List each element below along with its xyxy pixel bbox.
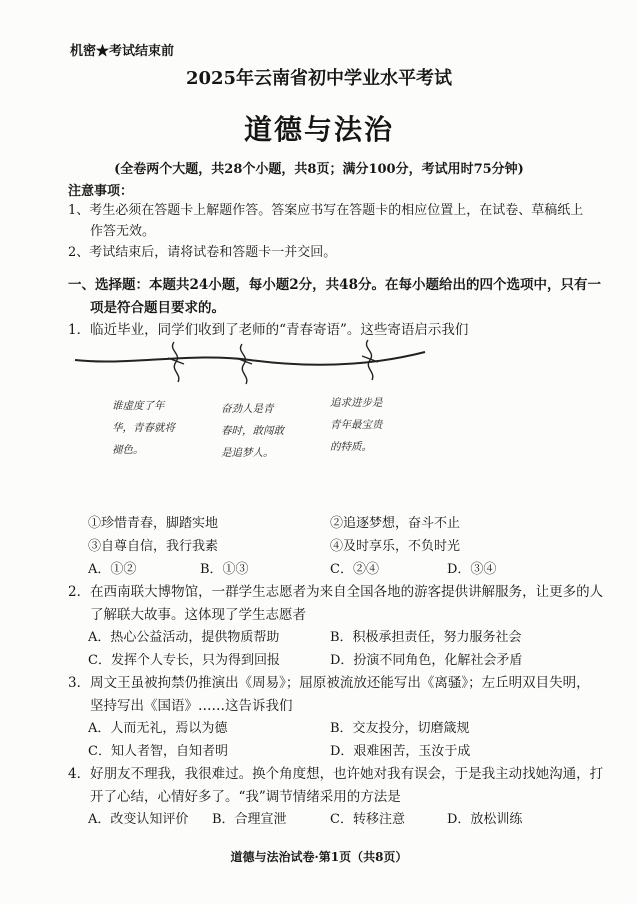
q1-statement-1: ①珍惜青春，脚踏实地 [88,516,219,531]
q3-option-d: D．艰难困苦，玉汝于成 [330,744,471,759]
card-line: 华，青春就将 [112,422,175,434]
notice-item-2: 2、考试结束后，请将试卷和答题卡一并交回。 [68,245,337,260]
section-1-heading: 一、选择题：本题共24小题，每小题2分，共48分。在每小题给出的四个选项中，只有一 [68,277,601,293]
question-2-stem-cont: 了解联大故事。这体现了学生志愿者 [90,607,306,623]
q1-option-a: A．①② [88,562,137,577]
message-card-1 [112,395,212,461]
subject-title: 道德与法治 [243,113,394,146]
card-line: 青年最宝贵 [330,419,383,431]
q1-statement-3: ③自尊自信，我行我素 [88,539,219,554]
notice-heading: 注意事项： [68,184,134,199]
section-1-heading-cont: 项是符合题目要求的。 [90,300,225,316]
confidential-label: 机密★考试结束前 [70,44,175,59]
exam-title: 2025年云南省初中学业水平考试 [185,68,453,89]
q1-option-d: D．③④ [447,562,497,577]
exam-info: (全卷两个大题，共28个小题，共8页；满分100分，考试用时75分钟) [114,162,524,177]
clip-1 [168,342,184,382]
question-2-stem: 2．在西南联大博物馆，一群学生志愿者为来自全国各地的游客提供讲解服务，让更多的人 [68,584,604,600]
card-line: 追求进步是 [330,397,383,409]
question-3-stem-cont: 坚持写出《国语》……这告诉我们 [90,698,293,714]
q4-option-b: B．合理宣泄 [212,812,287,827]
question-4-stem-cont: 开了心结，心情好多了。“我”调节情绪采用的方法是 [90,789,401,805]
q4-option-a: A．改变认知评价 [88,812,189,827]
question-1-stem: 1．临近毕业，同学们收到了老师的“青春寄语”。这些寄语启示我们 [68,322,469,338]
card-line: 谁虚度了年 [112,400,165,412]
q3-option-b: B．交友投分，切磨箴规 [330,721,470,736]
question-4-stem: 4．好朋友不理我，我很难过。换个角度想，也许她对我有误会，于是我主动找她沟通，打 [68,766,604,782]
q4-option-d: D．放松训练 [447,812,523,827]
question-3-stem: 3．周文王虽被拘禁仍推演出《周易》；屈原被流放还能写出《离骚》；左丘明双目失明， [68,675,590,691]
card-line: 褪色。 [112,444,144,456]
q3-option-c: C．知人者智，自知者明 [88,744,228,759]
card-line: 是追梦人。 [221,447,274,459]
message-card-3 [330,392,430,458]
notice-item-1: 1、考生必须在答题卡上解题作答。答案应书写在答题卡的相应位置上，在试卷、草稿纸上 [68,203,584,218]
card-line: 春时，敢闯敢 [221,425,284,437]
q1-option-c: C．②④ [330,562,379,577]
q2-option-a: A．热心公益活动，提供物质帮助 [88,630,280,645]
clip-2 [236,344,252,384]
clip-3 [362,340,378,380]
q2-option-b: B．积极承担责任，努力服务社会 [330,630,522,645]
page-footer: 道德与法治试卷·第1页（共8页） [230,850,408,864]
message-card-2 [221,398,321,464]
notice-item-1-cont: 作答无效。 [90,224,156,239]
q2-option-d: D．扮演不同角色，化解社会矛盾 [330,653,523,668]
q2-option-c: C．发挥个人专长，只为得到回报 [88,653,280,668]
card-line: 奋劲人是青 [221,403,274,415]
q1-statement-2: ②追逐梦想，奋斗不止 [330,516,461,531]
q3-option-a: A．人而无礼，焉以为德 [88,721,228,736]
q1-statement-4: ④及时享乐，不负时光 [330,539,461,554]
q1-option-b: B．①③ [200,562,249,577]
q4-option-c: C．转移注意 [330,812,405,827]
card-line: 的特质。 [330,441,372,453]
rope-illustration [70,336,430,386]
